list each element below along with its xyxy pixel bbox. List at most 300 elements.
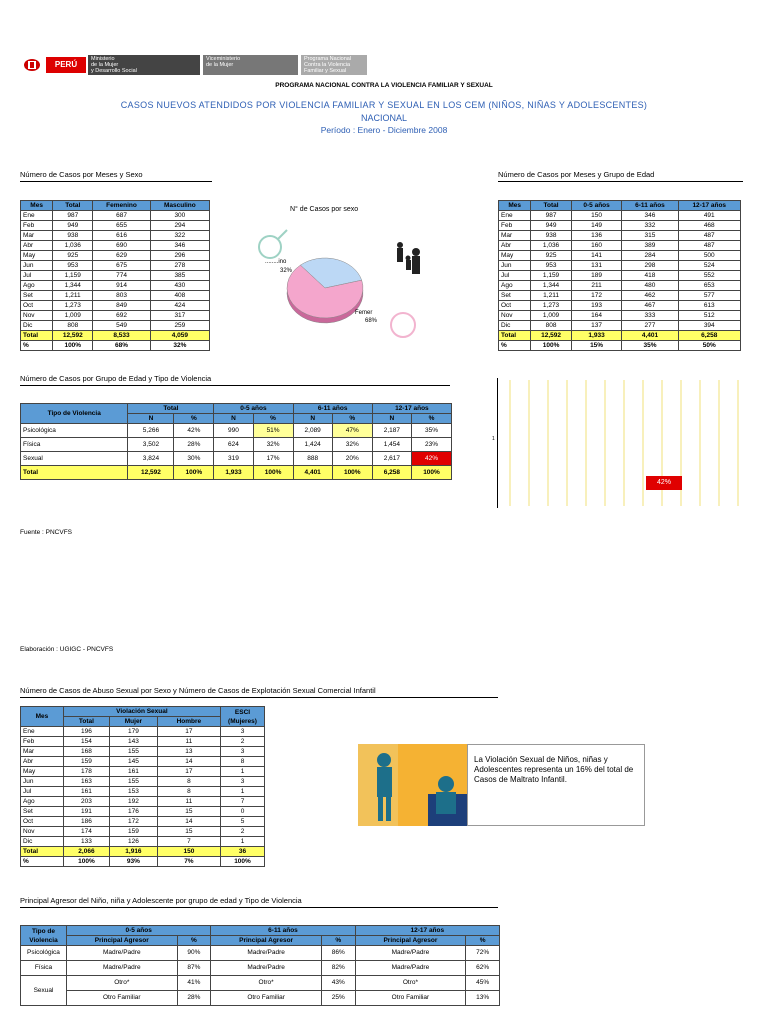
table-row <box>21 241 210 251</box>
table-cell: May <box>21 767 64 777</box>
table-cell: Nov <box>21 311 53 321</box>
table-cell: 32% <box>253 438 293 452</box>
table-cell: 11 <box>157 797 220 807</box>
table-cell: Madre/Padre <box>355 946 466 961</box>
subheader: Principal Agresor <box>211 936 322 946</box>
table-cell: % <box>21 341 53 351</box>
table-cell: 629 <box>93 251 150 261</box>
table-cell: 20% <box>332 452 372 466</box>
table-cell: Oct <box>21 817 64 827</box>
table-cell: 176 <box>110 807 158 817</box>
table-row <box>499 231 741 241</box>
program-block: Programa Nacional Contra la Violencia Familiar y Sexual <box>301 55 367 75</box>
table-row <box>21 991 500 1006</box>
table-cell: 126 <box>110 837 158 847</box>
table-cell: 3 <box>221 777 265 787</box>
table-cell: 161 <box>63 787 109 797</box>
table-cell: 987 <box>53 211 93 221</box>
column-header: Femenino <box>93 201 150 211</box>
table-cell: 333 <box>622 311 678 321</box>
table-row <box>21 251 210 261</box>
group-header: 0-5 años <box>67 926 211 936</box>
table-cell: 1,424 <box>293 438 332 452</box>
table-row <box>21 807 265 817</box>
pie-masc-pct: 32% <box>280 268 293 274</box>
table-row <box>21 787 265 797</box>
table-row <box>21 261 210 271</box>
table-cell: 500 <box>678 251 741 261</box>
table-cell: 17% <box>253 452 293 466</box>
table-cell: 277 <box>622 321 678 331</box>
table-row <box>21 452 452 466</box>
table-cell: 655 <box>93 221 150 231</box>
table-cell: 346 <box>622 211 678 221</box>
table-cell: 524 <box>678 261 741 271</box>
table-cell: 160 <box>571 241 622 251</box>
column-header: Tipo de Violencia <box>21 926 67 946</box>
column-header: Mes <box>499 201 531 211</box>
subheader: N <box>293 414 332 424</box>
table-cell: 47% <box>332 424 372 438</box>
table-header-row <box>21 404 452 414</box>
column-header: Masculino <box>150 201 209 211</box>
table-header-row <box>21 201 210 211</box>
table-cell: 143 <box>110 737 158 747</box>
table-cell: Madre/Padre <box>211 946 322 961</box>
table-cell: Jun <box>21 261 53 271</box>
table-cell: 50% <box>678 341 741 351</box>
table-row <box>21 221 210 231</box>
subheader: % <box>253 414 293 424</box>
table-cell: 32% <box>150 341 209 351</box>
table-cell: 1,211 <box>53 291 93 301</box>
table-cell: 953 <box>53 261 93 271</box>
table-cell: 1,273 <box>53 301 93 311</box>
subheader: Principal Agresor <box>67 936 178 946</box>
table-cell: 5 <box>221 817 265 827</box>
table-row <box>21 827 265 837</box>
table-cell: 1,916 <box>110 847 158 857</box>
viceministry-block: Viceministerio de la Mujer <box>203 55 298 75</box>
pie-title: N° de Casos por sexo <box>290 206 359 213</box>
subheader: Hombre <box>157 717 220 727</box>
table-cell: 28% <box>174 438 214 452</box>
table-cell: 155 <box>110 747 158 757</box>
subheader: % <box>321 936 355 946</box>
table-cell: 42% <box>174 424 214 438</box>
subheader: Total <box>63 717 109 727</box>
table-cell: 72% <box>466 946 500 961</box>
table-row <box>21 424 452 438</box>
table-cell: 418 <box>622 271 678 281</box>
family-silhouette-icon <box>397 242 420 274</box>
table-cell: 1,036 <box>531 241 571 251</box>
table-cell: 8 <box>221 757 265 767</box>
column-header: ESCI (Mujeres) <box>221 707 265 727</box>
table-cell: 86% <box>321 946 355 961</box>
table-cell: Total <box>21 466 128 480</box>
table-row <box>499 251 741 261</box>
table-row <box>21 757 265 767</box>
table-cell: 1 <box>221 837 265 847</box>
table-cell: Set <box>21 291 53 301</box>
table-cell: Psicológica <box>21 946 67 961</box>
total-row <box>21 331 210 341</box>
table-cell: 938 <box>531 231 571 241</box>
table-cell: 2,617 <box>372 452 411 466</box>
table-cell: 808 <box>53 321 93 331</box>
percent-row <box>499 341 741 351</box>
table-cell: 203 <box>63 797 109 807</box>
illustration-figures-icon <box>358 744 467 826</box>
table-row <box>21 271 210 281</box>
table-row <box>499 311 741 321</box>
table-cell: 294 <box>150 221 209 231</box>
table-cell: 168 <box>63 747 109 757</box>
table-cell: 35% <box>412 424 452 438</box>
table-cell: 179 <box>110 727 158 737</box>
table-row <box>21 767 265 777</box>
table-cell: 161 <box>110 767 158 777</box>
table-cell: Otro* <box>211 976 322 991</box>
aggressor-table-title: Principal Agresor del Niño, niña y Adolescente por grupo de edad y Tipo de Violencia <box>20 896 498 908</box>
table-cell: Abr <box>21 241 53 251</box>
table-cell: Madre/Padre <box>211 961 322 976</box>
table-header-row <box>21 926 500 936</box>
table-cell: 1,344 <box>531 281 571 291</box>
table-cell: Sexual <box>21 976 67 1006</box>
table-cell: 949 <box>53 221 93 231</box>
table-cell: 624 <box>214 438 253 452</box>
age-table <box>498 200 741 351</box>
table-cell: 296 <box>150 251 209 261</box>
table-cell: Madre/Padre <box>67 961 178 976</box>
table-cell: 136 <box>571 231 622 241</box>
table-cell: 491 <box>678 211 741 221</box>
table-cell: 172 <box>110 817 158 827</box>
table-cell: 690 <box>93 241 150 251</box>
column-header: Mes <box>21 707 64 727</box>
table-cell: 100% <box>412 466 452 480</box>
group-header: 6-11 años <box>293 404 372 414</box>
table-cell: 468 <box>678 221 741 231</box>
table-cell: Mar <box>499 231 531 241</box>
table-cell: Otro* <box>67 976 178 991</box>
table-row <box>499 291 741 301</box>
subheader: % <box>174 414 214 424</box>
group-header: Violación Sexual <box>63 707 220 717</box>
table-cell: 12,592 <box>531 331 571 341</box>
table-cell: 15 <box>157 827 220 837</box>
table-cell: 1,454 <box>372 438 411 452</box>
table-cell: Nov <box>21 827 64 837</box>
table-cell: 949 <box>531 221 571 231</box>
table-cell: 462 <box>622 291 678 301</box>
table-cell: 849 <box>93 301 150 311</box>
table-cell: Abr <box>21 757 64 767</box>
table-cell: 990 <box>214 424 253 438</box>
subheader: % <box>466 936 500 946</box>
table-cell: Otro Familiar <box>211 991 322 1006</box>
table-cell: Oct <box>21 301 53 311</box>
table-row <box>499 211 741 221</box>
table-cell: 192 <box>110 797 158 807</box>
abuse-callout: La Violación Sexual de Niños, niñas y Adolescentes representa un 16% del total de Casos de Maltrato Infantil. <box>467 744 645 826</box>
table-cell: 164 <box>571 311 622 321</box>
column-header: Tipo de Violencia <box>21 404 128 424</box>
table-cell: 389 <box>622 241 678 251</box>
table-cell: 2,187 <box>372 424 411 438</box>
table-cell: Madre/Padre <box>67 946 178 961</box>
sex-table <box>20 200 210 351</box>
table-cell: 1,933 <box>571 331 622 341</box>
column-header: 12-17 años <box>678 201 741 211</box>
table-cell: Feb <box>21 737 64 747</box>
table-cell: 653 <box>678 281 741 291</box>
table-cell: 480 <box>622 281 678 291</box>
percent-row <box>21 341 210 351</box>
table-cell: Jul <box>499 271 531 281</box>
table-cell: 2 <box>221 827 265 837</box>
table-cell: 317 <box>150 311 209 321</box>
table-cell: 14 <box>157 757 220 767</box>
program-title: PROGRAMA NACIONAL CONTRA LA VIOLENCIA FAMILIAR Y SEXUAL <box>275 82 493 89</box>
table-cell: 30% <box>174 452 214 466</box>
table-cell: 150 <box>571 211 622 221</box>
table-cell: Dic <box>499 321 531 331</box>
group-header: 6-11 años <box>211 926 355 936</box>
table-cell: 549 <box>93 321 150 331</box>
table-cell: Otro Familiar <box>355 991 466 1006</box>
table-cell: 332 <box>622 221 678 231</box>
table-cell: Jul <box>21 271 53 281</box>
table-cell: 487 <box>678 241 741 251</box>
table-cell: 196 <box>63 727 109 737</box>
table-row <box>21 438 452 452</box>
table-row <box>21 311 210 321</box>
table-cell: 15 <box>157 807 220 817</box>
table-cell: 150 <box>157 847 220 857</box>
table-cell: 1,009 <box>53 311 93 321</box>
table-cell: 808 <box>531 321 571 331</box>
table-cell: Otro* <box>355 976 466 991</box>
table-cell: 14 <box>157 817 220 827</box>
table-cell: Ago <box>21 797 64 807</box>
table-cell: 100% <box>221 857 265 867</box>
subheader: N <box>214 414 253 424</box>
table-cell: 4,401 <box>293 466 332 480</box>
table-cell: 3 <box>221 727 265 737</box>
table-cell: 2,089 <box>293 424 332 438</box>
table-cell: 300 <box>150 211 209 221</box>
table-cell: 93% <box>110 857 158 867</box>
table-cell: 11 <box>157 737 220 747</box>
scope-title: NACIONAL <box>360 113 407 123</box>
abuse-table <box>20 706 265 867</box>
source-note: Fuente : PNCVFS <box>20 529 73 536</box>
table-cell: 100% <box>174 466 214 480</box>
table-cell: Jun <box>499 261 531 271</box>
group-header: 0-5 años <box>214 404 293 414</box>
table-cell: 2 <box>221 737 265 747</box>
table-row <box>21 747 265 757</box>
table-cell: 131 <box>571 261 622 271</box>
side-axis-mark: 1 <box>492 436 495 442</box>
table-cell: 87% <box>177 961 211 976</box>
ministry-block: Ministerio de la Mujer y Desarrollo Social <box>88 55 200 75</box>
table-cell: 62% <box>466 961 500 976</box>
violence-table-title: Número de Casos por Grupo de Edad y Tipo de Violencia <box>20 374 450 386</box>
table-row <box>21 976 500 991</box>
table-cell: Total <box>21 331 53 341</box>
table-cell: 0 <box>221 807 265 817</box>
table-cell: 925 <box>53 251 93 261</box>
table-cell: % <box>21 857 64 867</box>
table-row <box>499 221 741 231</box>
table-cell: Física <box>21 961 67 976</box>
table-cell: 23% <box>412 438 452 452</box>
table-cell: 424 <box>150 301 209 311</box>
table-cell: Set <box>499 291 531 301</box>
table-cell: Otro Familiar <box>67 991 178 1006</box>
table-cell: 346 <box>150 241 209 251</box>
table-cell: 35% <box>622 341 678 351</box>
table-subheader-row <box>21 936 500 946</box>
table-cell: 51% <box>253 424 293 438</box>
table-cell: 3 <box>221 747 265 757</box>
table-cell: Feb <box>21 221 53 231</box>
table-cell: 28% <box>177 991 211 1006</box>
table-cell: Ago <box>21 281 53 291</box>
pie-masc-label: ........ino <box>265 259 287 265</box>
table-cell: Set <box>21 807 64 817</box>
table-cell: Ene <box>499 211 531 221</box>
table-row <box>499 321 741 331</box>
table-cell: 174 <box>63 827 109 837</box>
peru-label: PERÚ <box>46 57 86 73</box>
group-header: 12-17 años <box>355 926 499 936</box>
table-cell: 1,159 <box>531 271 571 281</box>
table-cell: 1 <box>221 787 265 797</box>
table-cell: 1,159 <box>53 271 93 281</box>
table-cell: 100% <box>253 466 293 480</box>
table-cell: 159 <box>110 827 158 837</box>
table-cell: Nov <box>499 311 531 321</box>
table-cell: 100% <box>332 466 372 480</box>
table-cell: 137 <box>571 321 622 331</box>
abuse-illustration <box>358 744 467 826</box>
table-cell: 613 <box>678 301 741 311</box>
table-cell: 385 <box>150 271 209 281</box>
table-cell: 1,009 <box>531 311 571 321</box>
table-cell: 4,401 <box>622 331 678 341</box>
table-cell: 172 <box>571 291 622 301</box>
table-cell: 552 <box>678 271 741 281</box>
table-cell: 1,344 <box>53 281 93 291</box>
table-row <box>21 797 265 807</box>
table-cell: 100% <box>531 341 571 351</box>
pie-fem-pct: 68% <box>365 318 378 324</box>
table-cell: 100% <box>63 857 109 867</box>
table-cell: 408 <box>150 291 209 301</box>
table-cell: 189 <box>571 271 622 281</box>
table-cell: 8 <box>157 777 220 787</box>
table-cell: 186 <box>63 817 109 827</box>
table-cell: 191 <box>63 807 109 817</box>
table-cell: 153 <box>110 787 158 797</box>
table-row <box>499 281 741 291</box>
table-row <box>21 817 265 827</box>
table-row <box>21 837 265 847</box>
table-cell: 17 <box>157 727 220 737</box>
age-table-title: Número de Casos por Meses y Grupo de Edad <box>498 170 743 182</box>
table-cell: 953 <box>531 261 571 271</box>
table-cell: 149 <box>571 221 622 231</box>
table-cell: 803 <box>93 291 150 301</box>
table-cell: May <box>21 251 53 261</box>
percent-row <box>21 857 265 867</box>
table-row <box>21 777 265 787</box>
table-row <box>499 261 741 271</box>
table-cell: 17 <box>157 767 220 777</box>
table-row <box>21 727 265 737</box>
column-header: 6-11 años <box>622 201 678 211</box>
table-cell: 1,036 <box>53 241 93 251</box>
header-logos <box>22 55 367 75</box>
table-cell: 315 <box>622 231 678 241</box>
table-cell: 888 <box>293 452 332 466</box>
group-header: Total <box>128 404 214 414</box>
subheader: % <box>177 936 211 946</box>
table-cell: 163 <box>63 777 109 787</box>
pie-fem-label: Femer <box>355 310 373 316</box>
total-row <box>21 466 452 480</box>
table-cell: 430 <box>150 281 209 291</box>
table-cell: 43% <box>321 976 355 991</box>
table-cell: 145 <box>110 757 158 767</box>
table-cell: Ago <box>499 281 531 291</box>
table-cell: 1 <box>221 767 265 777</box>
table-row <box>21 231 210 241</box>
peru-shield-icon <box>22 58 42 72</box>
table-cell: 394 <box>678 321 741 331</box>
table-cell: 90% <box>177 946 211 961</box>
total-row <box>499 331 741 341</box>
table-cell: 5,266 <box>128 424 174 438</box>
table-cell: 1,273 <box>531 301 571 311</box>
table-cell: Sexual <box>21 452 128 466</box>
table-cell: 45% <box>466 976 500 991</box>
table-cell: 25% <box>321 991 355 1006</box>
column-header: Total <box>531 201 571 211</box>
table-cell: 259 <box>150 321 209 331</box>
table-cell: Física <box>21 438 128 452</box>
sex-pie-chart <box>240 200 470 340</box>
table-cell: 133 <box>63 837 109 847</box>
table-row <box>21 321 210 331</box>
table-row <box>21 961 500 976</box>
table-row <box>21 301 210 311</box>
table-cell: 2,066 <box>63 847 109 857</box>
sex-table-title: Número de Casos por Meses y Sexo <box>20 170 212 182</box>
table-cell: 15% <box>571 341 622 351</box>
table-cell: 1,933 <box>214 466 253 480</box>
table-cell: 4,059 <box>150 331 209 341</box>
table-cell: 687 <box>93 211 150 221</box>
table-cell: 675 <box>93 261 150 271</box>
elaboration-note: Elaboración : UGIGC - PNCVFS <box>20 646 114 653</box>
aggressor-table <box>20 925 500 1006</box>
